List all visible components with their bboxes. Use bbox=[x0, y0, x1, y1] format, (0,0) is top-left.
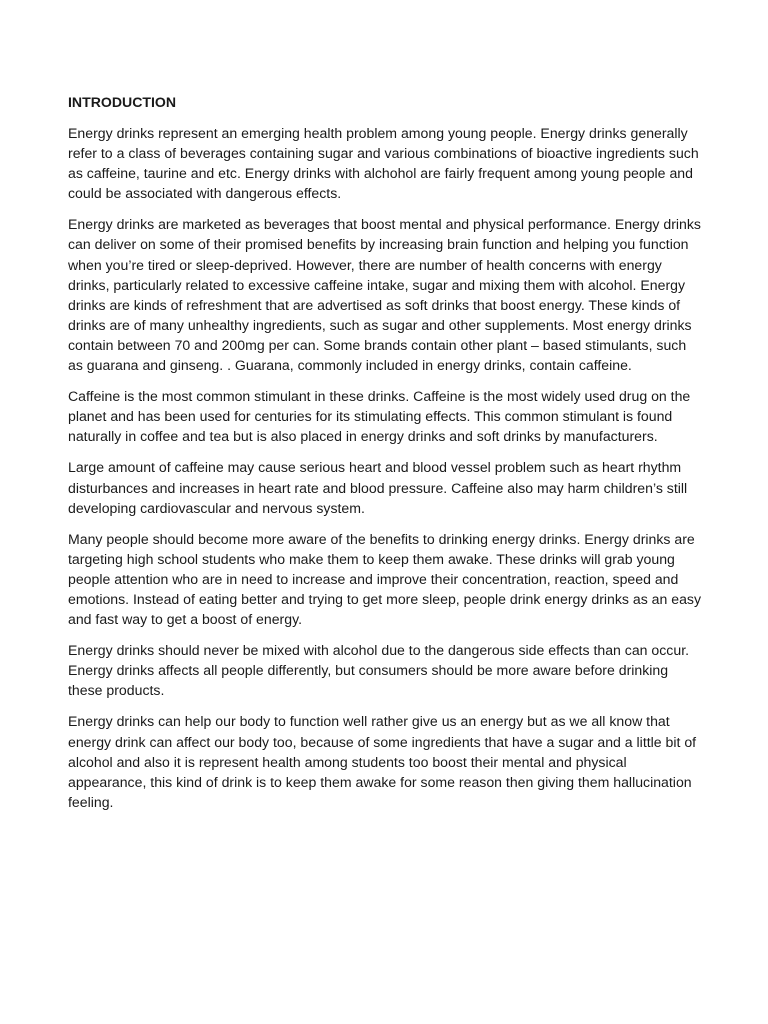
paragraph-6: Energy drinks should never be mixed with alcohol due to the dangerous side effects than can occur. Energy drinks affects all people differently, but consumers should be more aware before drinking these products. bbox=[68, 642, 690, 699]
paragraph-4: Large amount of caffeine may cause serious heart and blood vessel problem such as heart rhythm disturbances and increases in heart rate and blood pressure. Caffeine also may harm children’s still developing cardiovascular and nervous system. bbox=[68, 459, 688, 516]
paragraph-5: Many people should become more aware of the benefits to drinking energy drinks. Energy drinks are targeting high school students who make them to keep them awake. These drinks will grab young people attention who are in need to increase and improve their concentration, reaction, speed and emotions. Instead of eating better and trying to get more sleep, people drink energy drinks as an easy and fast way to get a boost of energy. bbox=[68, 530, 702, 628]
paragraph-7: Energy drinks can help our body to function well rather give us an energy but as we all know that energy drink can affect our body too, because of some ingredients that have a sugar and a little bit of alcohol and also it is represent health among students too boost their mental and physical appearance, this kind of drink is to keep them awake for some reason then giving them hallucination feeling. bbox=[68, 713, 697, 810]
paragraph-1: Energy drinks represent an emerging health problem among young people. Energy drinks generally refer to a class of beverages containing sugar and various combinations of bioactive ingredients such as caffeine, taurine and etc. Energy drinks with alchohol are fairly frequent among young people and could be associated with dangerous effects. bbox=[68, 125, 699, 202]
paragraph-3: Caffeine is the most common stimulant in these drinks. Caffeine is the most widely used drug on the planet and has been used for centuries for its stimulating effects. This common stimulant is found naturally in coffee and tea but is also placed in energy drinks and soft drinks by manufacturers. bbox=[68, 388, 691, 445]
section-heading: INTRODUCTION bbox=[68, 94, 177, 110]
document-page bbox=[68, 93, 704, 823]
paragraph-2: Energy drinks are marketed as beverages that boost mental and physical performance. Energy drinks can deliver on some of their promised benefits by increasing brain function and helping you function when you’re tired or sleep-deprived. However, there are number of health concerns with energy drinks, particularly related to excessive caffeine intake, sugar and mixing them with alcohol. Energy drinks are kinds of refreshment that are advertised as soft drinks that boost energy. These kinds of drinks are of many unhealthy ingredients, such as sugar and other supplements. Most energy drinks contain between 70 and 200mg per can. Some brands contain other plant – based stimulants, such as guarana and ginseng. . Guarana, commonly included in energy drinks, contain caffeine. bbox=[68, 216, 701, 374]
